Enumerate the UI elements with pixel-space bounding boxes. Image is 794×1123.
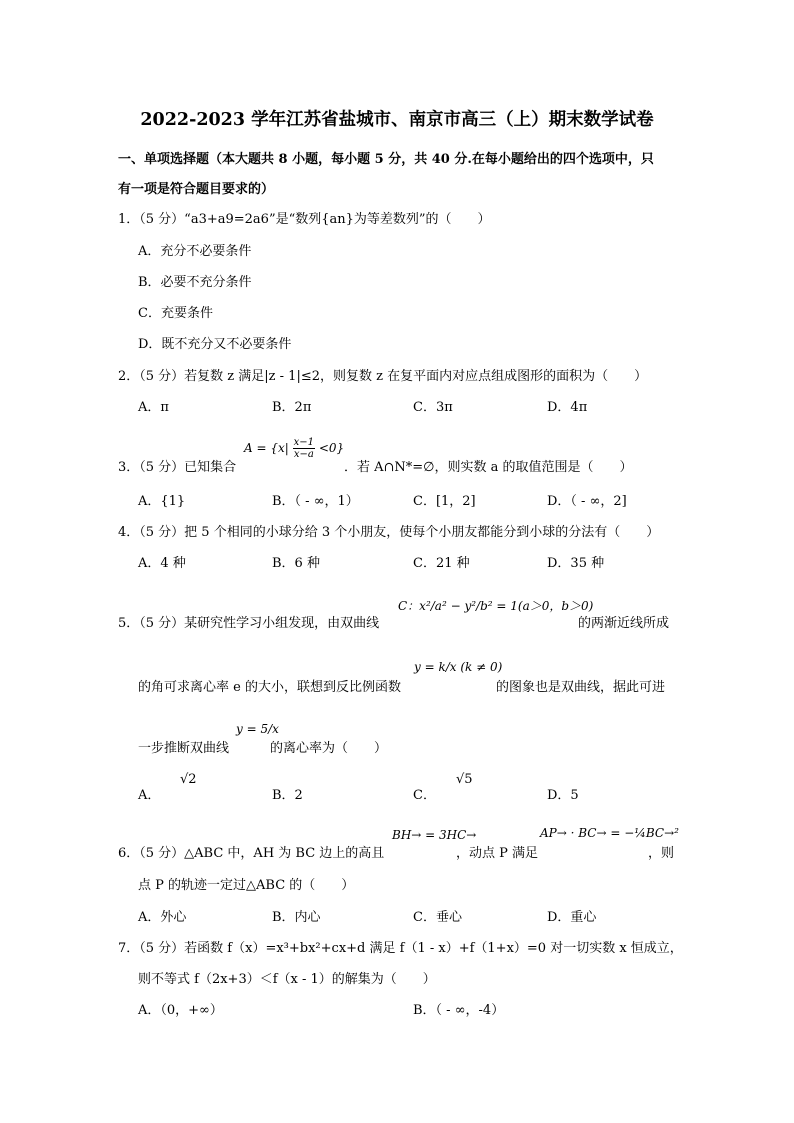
- question-5-stem-a: 5．（5 分）某研究性学习小组发现，由双曲线: [118, 616, 380, 631]
- set-a-suffix: <0}: [318, 441, 345, 455]
- question-2-stem: 2．（5 分）若复数 z 满足|z - 1|≤2，则复数 z 在复平面内对应点组成图形的面积为（ ）: [118, 369, 648, 384]
- question-5-option-a: A．: [138, 788, 161, 803]
- question-3-option-a: A．{1}: [138, 494, 186, 509]
- question-2-option-b: B．2π: [272, 400, 312, 415]
- vector-bh-formula: BH→ = 3HC→: [392, 828, 477, 842]
- question-6-option-c: C．垂心: [413, 910, 462, 925]
- question-5-line3-a: 一步推断双曲线: [138, 741, 230, 756]
- question-7-option-b: B．（ - ∞，-4）: [413, 1003, 505, 1018]
- question-2-option-c: C．3π: [413, 400, 453, 415]
- question-6-option-d: D．重心: [547, 910, 597, 925]
- question-3-stem-b: ．若 A∩N*=∅，则实数 a 的取值范围是（ ）: [344, 460, 633, 475]
- section-heading-line2: 有一项是符合题目要求的）: [118, 182, 275, 197]
- question-4-stem: 4．（5 分）把 5 个相同的小球分给 3 个小朋友，使每个小朋友都能分到小球的分法有（ ）: [118, 525, 660, 540]
- set-a-formula: [244, 437, 344, 460]
- question-4-option-b: B．6 种: [272, 556, 320, 571]
- question-5-option-d: D．5: [547, 788, 579, 803]
- question-4-option-a: A．4 种: [138, 556, 186, 571]
- question-2-option-a: A．π: [138, 400, 169, 415]
- question-5-line3-b: 的离心率为（ ）: [270, 741, 388, 756]
- target-hyperbola-formula: y = 5/x: [236, 722, 279, 736]
- question-7-line2: 则不等式 f（2x+3）＜f（x - 1）的解集为（ ）: [138, 972, 436, 987]
- question-5-line2-a: 的角可求离心率 e 的大小，联想到反比例函数: [138, 680, 401, 695]
- section-heading-line1: 一、单项选择题（本大题共 8 小题，每小题 5 分，共 40 分.在每小题给出的四个选项中，只: [118, 152, 654, 167]
- question-2-option-d: D．4π: [547, 400, 588, 415]
- question-5-line2-b: 的图象也是双曲线，据此可进: [496, 680, 666, 695]
- question-1-stem: 1．（5 分）“a3+a9=2a6”是“数列{an}为等差数列”的（ ）: [118, 212, 491, 227]
- question-4-option-d: D．35 种: [547, 556, 605, 571]
- vector-ap-formula: AP→ · BC→ = −¼BC→²: [540, 826, 679, 840]
- set-a-prefix: A = {x|: [244, 441, 289, 455]
- hyperbola-formula: C：x²/a² − y²/b² = 1(a＞0，b＞0): [398, 599, 594, 613]
- question-6-line2: 点 P 的轨迹一定过△ABC 的（ ）: [138, 878, 355, 893]
- question-5-option-b: B．2: [272, 788, 303, 803]
- question-1-option-b: B．必要不充分条件: [138, 275, 252, 290]
- question-3-stem-a: 3．（5 分）已知集合: [118, 460, 237, 475]
- question-1-option-a: A．充分不必要条件: [138, 244, 252, 259]
- inverse-function-formula: y = k/x (k ≠ 0): [414, 660, 503, 674]
- question-3-option-d: D．（ - ∞，2]: [547, 494, 627, 509]
- set-a-fraction: [293, 437, 315, 460]
- question-7-stem: 7．（5 分）若函数 f（x）=x³+bx²+cx+d 满足 f（1 - x）+f（1+x）=0 对一切实数 x 恒成立，: [118, 941, 683, 956]
- question-6-option-b: B．内心: [272, 910, 321, 925]
- option-a-radical: √2: [180, 772, 197, 787]
- question-5-stem-b: 的两渐近线所成: [578, 616, 670, 631]
- question-1-option-c: C．充要条件: [138, 306, 213, 321]
- fraction-denominator: x−a: [293, 449, 314, 460]
- question-6-stem-b: ，动点 P 满足: [456, 846, 539, 861]
- question-5-option-c: C．: [413, 788, 436, 803]
- question-7-option-a: A．（0，+∞）: [138, 1003, 223, 1018]
- question-1-option-d: D．既不充分又不必要条件: [138, 337, 292, 352]
- question-3-option-c: C．[1，2]: [413, 494, 476, 509]
- question-6-stem-c: ，则: [648, 846, 675, 861]
- option-c-radical: √5: [456, 772, 473, 787]
- question-6-stem-a: 6．（5 分）△ABC 中，AH 为 BC 边上的高且: [118, 846, 385, 861]
- page-title: 2022-2023 学年江苏省盐城市、南京市高三（上）期末数学试卷: [140, 110, 654, 130]
- question-4-option-c: C．21 种: [413, 556, 470, 571]
- question-6-option-a: A．外心: [138, 910, 187, 925]
- fraction-numerator: x−1: [293, 437, 315, 448]
- question-3-option-b: B．（ - ∞，1）: [272, 494, 359, 509]
